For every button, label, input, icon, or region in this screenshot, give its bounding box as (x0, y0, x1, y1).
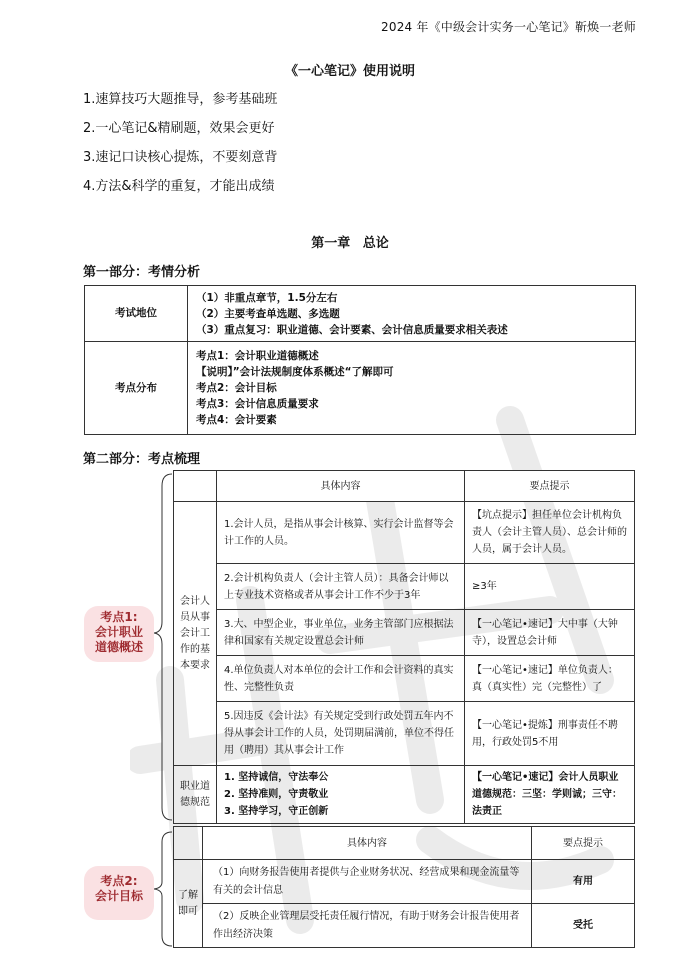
content-cell: （1）向财务报告使用者提供与企业财务状况、经营成果和现金流量等有关的会计信息 (203, 860, 532, 904)
row-label: 考点分布 (85, 342, 188, 435)
kp2-brace (154, 830, 174, 950)
content-cell (217, 766, 465, 824)
col-header-content: 具体内容 (217, 471, 465, 502)
table-row (174, 502, 635, 564)
content-cell: 3.大、中型企业，事业单位，业务主管部门应根据法律和国家有关规定设置总会计师 (217, 610, 465, 656)
table-header-row (174, 471, 635, 502)
ethics-line: 3. 坚持学习，守正创新 (224, 806, 329, 817)
kp1-pill (84, 606, 154, 662)
row-value (188, 286, 636, 342)
category-cell: 了解即可 (174, 860, 203, 948)
pill-line: 道德概述 (94, 640, 143, 654)
tip-cell: 【一心笔记•提炼】刑事责任不聘用，行政处罚5不用 (465, 702, 635, 766)
kp2-pill (84, 866, 154, 920)
table-row (85, 286, 636, 342)
pill-line: 会计职业 (94, 625, 143, 639)
tip-cell: 【坑点提示】担任单位会计机构负责人（会计主管人员）、总会计师的人员，属于会计人员。 (465, 502, 635, 564)
part1-heading: 第一部分：考情分析 (83, 265, 201, 280)
page-header: 2024 年《中级会计实务一心笔记》靳焕一老师 (381, 20, 636, 34)
content-cell: （2）反映企业管理层受托责任履行情况，有助于财务会计报告使用者作出经济决策 (203, 904, 532, 948)
table-row (85, 342, 636, 435)
kp2-table (173, 826, 635, 948)
tip-cell: 【一心笔记•速记】单位负责人：真（真实性）完（完整性）了 (465, 656, 635, 702)
line: 考点4：会计要素 (196, 414, 277, 426)
table-row (174, 702, 635, 766)
tip-cell: 有用 (532, 860, 635, 904)
document-title: 《一心笔记》使用说明 (284, 64, 415, 79)
content-cell: 1.会计人员，是指从事会计核算、实行会计监督等会计工作的人员。 (217, 502, 465, 564)
part2-heading: 第二部分：考点梳理 (83, 452, 201, 467)
chapter-title: 第一章 总论 (311, 236, 389, 251)
kp1-brace (154, 472, 174, 822)
table-row (174, 656, 635, 702)
intro-item: 3.速记口诀核心提炼，不要刻意背 (83, 150, 278, 165)
content-cell: 5.因违反《会计法》有关规定受到行政处罚五年内不得从事会计工作的人员，处罚期届满前，单位不得任用（聘用）其从事会计工作 (217, 702, 465, 766)
line: 【说明】”会计法规制度体系概述“了解即可 (196, 366, 394, 378)
col-header-tip: 要点提示 (532, 827, 635, 860)
category-cell: 职业道德规范 (174, 766, 217, 824)
exam-analysis-table (84, 285, 636, 435)
content-cell: 2.会计机构负责人（会计主管人员）：具备会计师以上专业技术资格或者从事会计工作不少于3年 (217, 564, 465, 610)
line: （2）主要考查单选题、多选题 (196, 307, 340, 320)
line: 考点3：会计信息质量要求 (196, 398, 319, 410)
col-header-content: 具体内容 (203, 827, 532, 860)
intro-item: 4.方法&科学的重复，才能出成绩 (83, 179, 275, 194)
line: 考点1：会计职业道德概述 (196, 350, 319, 362)
ethics-line: 2. 坚持准则，守责敬业 (224, 789, 329, 800)
tip-cell: 【一心笔记•速记】大中事（大钟寺），设置总会计师 (465, 610, 635, 656)
table-row (174, 904, 635, 948)
tip-cell: ≥3年 (465, 564, 635, 610)
category-cell: 会计人员从事会计工作的基本要求 (174, 502, 217, 766)
pill-line: 会计目标 (94, 889, 143, 903)
ethics-line: 1. 坚持诚信，守法奉公 (224, 772, 329, 783)
intro-item: 2.一心笔记&精刷题，效果会更好 (83, 121, 275, 136)
content-cell: 4.单位负责人对本单位的会计工作和会计资料的真实性、完整性负责 (217, 656, 465, 702)
table-row (174, 860, 635, 904)
table-header-row (174, 827, 635, 860)
table-row (174, 564, 635, 610)
table-row (174, 610, 635, 656)
line: 考点2：会计目标 (196, 382, 277, 394)
row-label: 考试地位 (85, 286, 188, 342)
col-header-tip: 要点提示 (465, 471, 635, 502)
pill-line: 考点1: (100, 610, 138, 624)
pill-line: 考点2: (100, 874, 138, 888)
tip-cell: 受托 (532, 904, 635, 948)
corner-cell (174, 471, 217, 502)
kp1-table (173, 470, 635, 824)
tip-cell: 【一心笔记•速记】会计人员职业道德规范：三坚：学则诚；三守：法责正 (465, 766, 635, 824)
row-value (188, 342, 636, 435)
intro-item: 1.速算技巧大题推导，参考基础班 (83, 92, 278, 107)
line: （3）重点复习：职业道德、会计要素、会计信息质量要求相关表述 (196, 323, 508, 336)
corner-cell (174, 827, 203, 860)
line: （1）非重点章节，1.5分左右 (196, 291, 338, 304)
table-row (174, 766, 635, 824)
